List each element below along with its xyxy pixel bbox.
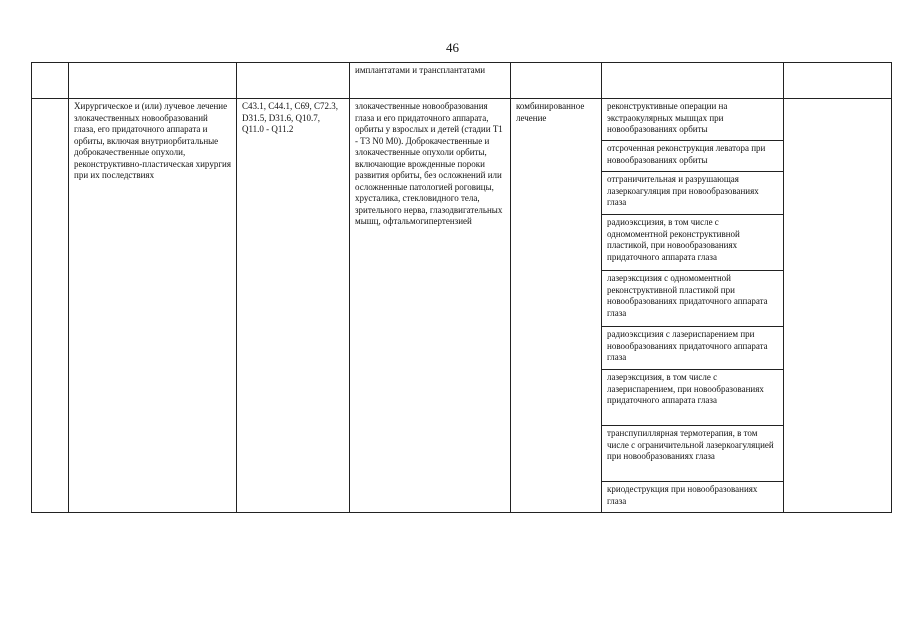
cell-treatment-type: комбинированное лечение <box>511 99 602 513</box>
method-item: криодеструкция при новообразованиях глаза <box>607 484 758 506</box>
cell-name: Хирургическое и (или) лучевое лечение злокачественных новообразований глаза, его придаточного аппарата и орбиты, включая внутриорбитальные доброкачественные опухоли, реконструктивно-пластическая хирургия при их последствиях <box>69 99 237 513</box>
cell-method <box>602 63 784 99</box>
table-row-continuation <box>32 63 892 99</box>
page-number: 46 <box>446 40 459 55</box>
method-item: отсроченная реконструкция леватора при новообразованиях орбиты <box>602 141 783 172</box>
cell-codes <box>237 63 350 99</box>
cell-number <box>32 99 69 513</box>
method-item: радиоэксцизия, в том числе с одномоментной реконструктивной пластикой, при новообразованиях придаточного аппарата глаза <box>602 215 783 271</box>
cell-treatment-type <box>511 63 602 99</box>
services-table <box>31 62 892 513</box>
method-item: реконструктивные операции на экстраокулярных мышцах при новообразованиях орбиты <box>602 99 783 141</box>
table-row-main <box>32 99 892 513</box>
cell-cost <box>784 99 892 513</box>
cell-number <box>32 63 69 99</box>
cell-model: злокачественные новообразования глаза и его придаточного аппарата, орбиты у взрослых и детей (стадии T1 - T3 N0 M0). Доброкачественные и злокачественные опухоли орбиты, включающие врожденные пороки развития орбиты, без осложнений или осложненные патологией роговицы, хрусталика, стекловидного тела, зрительного нерва, глазодвигательных мышц, офтальмогипертензией <box>350 99 511 513</box>
method-item: радиоэксцизия с лазериспарением при новообразованиях придаточного аппарата глаза <box>602 327 783 370</box>
cell-codes: C43.1, C44.1, C69, C72.3, D31.5, D31.6, Q10.7, Q11.0 - Q11.2 <box>237 99 350 513</box>
cell-cost <box>784 63 892 99</box>
method-item: лазерэксцизия с одномоментной реконструктивной пластикой при новообразованиях придаточного аппарата глаза <box>602 271 783 327</box>
method-item: лазерэксцизия, в том числе с лазериспарением, при новообразованиях придаточного аппарата глаза <box>602 370 783 426</box>
method-item: транспупиллярная термотерапия, в том числе с ограничительной лазеркоагуляцией при новообразованиях глаза <box>602 426 783 482</box>
methods-list <box>602 99 783 512</box>
cell-name <box>69 63 237 99</box>
cell-model: имплантатами и трансплантатами <box>350 63 511 99</box>
method-item: отграничительная и разрушающая лазеркоагуляция при новообразованиях глаза <box>602 172 783 215</box>
cell-methods <box>602 99 784 513</box>
